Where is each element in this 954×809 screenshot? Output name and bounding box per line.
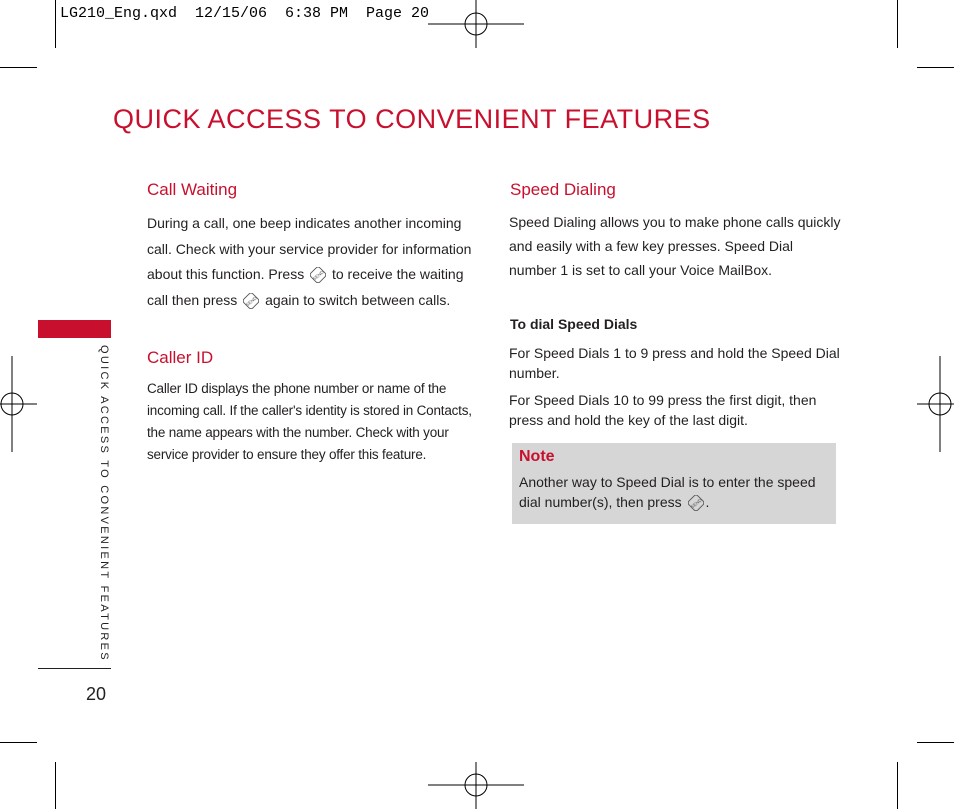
caller-id-heading: Caller ID — [147, 348, 214, 367]
svg-text:SEND: SEND — [312, 269, 325, 282]
note-text: Another way to Speed Dial is to enter the speed dial number(s), then press SEND . — [519, 474, 816, 510]
print-slug: LG210_Eng.qxd 12/15/06 6:38 PM Page 20 — [60, 5, 430, 22]
side-tab-label: QUICK ACCESS TO CONVENIENT FEATURES — [98, 345, 110, 662]
svg-text:SEND: SEND — [245, 294, 258, 307]
call-waiting-text: During a call, one beep indicates another incoming call. Check with your service provider for information about this function. Press SEND to receive the waiting call then press SEND again to switch between calls. — [147, 215, 472, 308]
caller-id-text: Caller ID displays the phone number or name of the incoming call. If the caller's identity is stored in Contacts, the name appears with the number. Check with your service provider to ensure they offer this feature. — [147, 381, 472, 462]
speed-dial-para-2: For Speed Dials 10 to 99 press the first digit, then press and hold the key of the last digit. — [509, 392, 817, 428]
crosshair-icon — [917, 356, 954, 452]
crosshair-icon — [428, 0, 524, 48]
speed-dialing-intro: Speed Dialing allows you to make phone calls quickly and easily with a few key presses. Speed Dial number 1 is set to call your Voice MailBox. — [509, 214, 841, 278]
section-tab-marker — [38, 320, 111, 338]
svg-text:SEND: SEND — [689, 496, 703, 509]
speed-dialing-heading: Speed Dialing — [510, 180, 616, 199]
speed-dial-subheading: To dial Speed Dials — [510, 316, 638, 332]
call-waiting-heading: Call Waiting — [147, 180, 238, 199]
send-key-icon — [310, 267, 326, 283]
speed-dial-para-1: For Speed Dials 1 to 9 press and hold the Speed Dial number. — [509, 345, 840, 381]
side-tab-rule — [38, 668, 111, 669]
send-key-icon — [688, 495, 704, 511]
crosshair-icon — [428, 762, 524, 809]
note-heading: Note — [519, 448, 555, 465]
page-number: 20 — [86, 684, 107, 704]
crosshair-icon — [0, 356, 37, 452]
send-key-icon — [243, 293, 259, 309]
page-title: QUICK ACCESS TO CONVENIENT FEATURES — [113, 104, 711, 134]
